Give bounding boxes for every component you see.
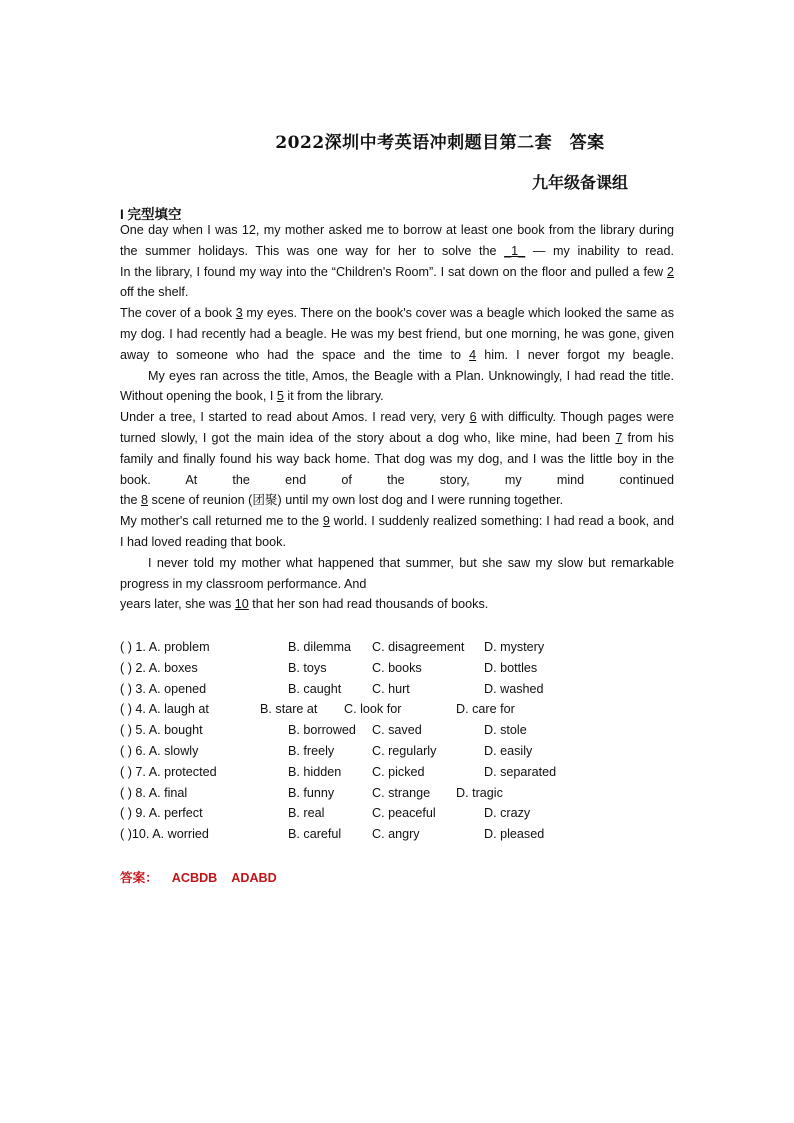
passage-paragraph (120, 511, 674, 553)
passage-text: the (120, 493, 142, 508)
question-option-b: B. caught (288, 681, 342, 696)
question-row (120, 637, 680, 658)
passage-paragraph (120, 303, 674, 365)
question-option-c: C. strange (372, 785, 431, 800)
passage-text: off the shelf. (120, 285, 189, 300)
answer-group-1: ACBDB (171, 871, 218, 885)
passage-paragraph (120, 490, 674, 511)
passage-text: that her son had read thousands of books. (248, 597, 489, 612)
blank-number: 4 (469, 347, 477, 362)
question-option-c: C. angry (372, 827, 420, 842)
question-row (120, 783, 680, 804)
blank-number: 8 (141, 493, 149, 508)
question-option-a: ( ) 9. A. perfect (120, 806, 203, 821)
question-option-c: C. hurt (372, 681, 410, 696)
question-row (120, 741, 680, 762)
blank-number: 5 (276, 389, 284, 404)
question-option-d: D. crazy (484, 806, 531, 821)
passage-text: My mother's call returned me to the (120, 514, 323, 529)
passage-text: with difficulty. Though pages were turned slowly, I got the main idea of the story about a dog who, like mine, had been (120, 410, 674, 445)
question-option-b: B. borrowed (288, 723, 356, 738)
question-row (120, 720, 680, 741)
page-subtitle: 九年级备课组 (532, 173, 629, 192)
question-option-a: ( ) 5. A. bought (120, 723, 203, 738)
question-option-d: D. stole (484, 723, 527, 738)
passage-text: Under a tree, I started to read about Amos. I read very, very (120, 410, 470, 425)
question-option-d: D. easily (484, 743, 533, 758)
question-option-c: C. look for (344, 702, 402, 717)
answer-label: 答案： (120, 871, 158, 885)
question-option-b: B. careful (288, 827, 342, 842)
question-option-a: ( ) 3. A. opened (120, 681, 207, 696)
question-option-d: D. mystery (484, 640, 545, 654)
question-option-d: D. washed (484, 681, 544, 696)
passage-text: I never told my mother what happened that summer, but she saw my slow but remarkable progress in my classroom performance. And (120, 555, 674, 591)
blank-number: 9 (322, 514, 330, 529)
passage-text: In the library, I found my way into the “Children's Room”. I sat down on the floor and pulled a few (120, 264, 667, 279)
passage-text: my eyes. There on the book's cover was a beagle which looked the same as my dog. I had recently had a beagle. He was my best friend, but one morning, he was gone, given away to someone who had the space and the time to (120, 306, 674, 362)
blank-number: 10 (234, 597, 249, 612)
question-option-a: ( ) 6. A. slowly (120, 743, 199, 758)
question-option-b: B. stare at (260, 702, 318, 717)
passage-text: The cover of a book (120, 306, 236, 321)
question-option-d: D. separated (484, 764, 557, 779)
question-list (120, 637, 680, 845)
question-option-d: D. care for (456, 702, 515, 717)
question-option-b: B. freely (288, 743, 335, 758)
passage-paragraph (120, 220, 674, 262)
question-option-b: B. dilemma (288, 640, 351, 654)
answer-group-2: ADABD (231, 871, 277, 885)
blank-number: 3 (235, 306, 243, 321)
question-option-a: ( ) 7. A. protected (120, 764, 217, 779)
question-option-a: ( )10. A. worried (120, 827, 209, 842)
passage-paragraph (120, 407, 674, 490)
passage-text: years later, she was (120, 597, 235, 612)
question-option-c: C. regularly (372, 743, 437, 758)
question-row (120, 699, 680, 720)
question-option-c: C. peaceful (372, 806, 436, 821)
question-option-d: D. tragic (456, 785, 503, 800)
question-option-d: D. bottles (484, 660, 538, 675)
reading-passage (120, 220, 674, 615)
passage-text: it from the library. (283, 389, 384, 404)
passage-text: world. I suddenly realized something: I had read a book, and I had loved reading that book. (120, 514, 674, 549)
page-title: 2022深圳中考英语冲刺题目第二套 答案 (275, 133, 605, 153)
passage-paragraph (120, 594, 674, 615)
answer-key (120, 867, 291, 886)
section-heading: I 完型填空 (120, 207, 182, 222)
passage-paragraph (120, 366, 674, 408)
question-option-b: B. funny (288, 785, 335, 800)
question-option-b: B. toys (288, 660, 327, 675)
question-row (120, 658, 680, 679)
question-option-c: C. saved (372, 723, 422, 738)
question-option-c: C. picked (372, 764, 425, 779)
passage-text: scene of reunion (团聚) until my own lost dog and I were running together. (148, 493, 564, 508)
blank-number: 2 (666, 264, 674, 279)
question-option-c: C. books (372, 660, 422, 675)
passage-text: My eyes ran across the title, Amos, the Beagle with a Plan. Unknowingly, I had read the title. Without opening the book, I (120, 368, 674, 404)
question-row (120, 803, 680, 824)
question-option-a: ( ) 4. A. laugh at (120, 702, 209, 717)
question-option-a: ( ) 2. A. boxes (120, 660, 198, 675)
question-row (120, 679, 680, 700)
question-row (120, 824, 680, 845)
blank-number: 7 (615, 430, 623, 445)
blank-number: _1_ (504, 243, 526, 258)
passage-text: — my inability to read. (525, 243, 674, 258)
question-option-d: D. pleased (484, 827, 545, 842)
question-option-b: B. hidden (288, 764, 342, 779)
blank-number: 6 (469, 410, 477, 425)
question-row (120, 762, 680, 783)
passage-paragraph (120, 262, 674, 304)
question-option-b: B. real (288, 806, 325, 821)
question-option-a: ( ) 1. A. problem (120, 640, 210, 654)
question-option-c: C. disagreement (372, 640, 465, 654)
passage-paragraph (120, 553, 674, 595)
question-option-a: ( ) 8. A. final (120, 785, 188, 800)
passage-text: from his family and finally found his way back home. That dog was my dog, and I was the little boy in the book. At the end of the story, my mind continued (120, 430, 674, 487)
passage-text: One day when I was 12, my mother asked me to borrow at least one book from the library during the summer holidays. This was one way for her to solve the (120, 223, 674, 258)
passage-text: him. I never forgot my beagle. (476, 347, 674, 362)
